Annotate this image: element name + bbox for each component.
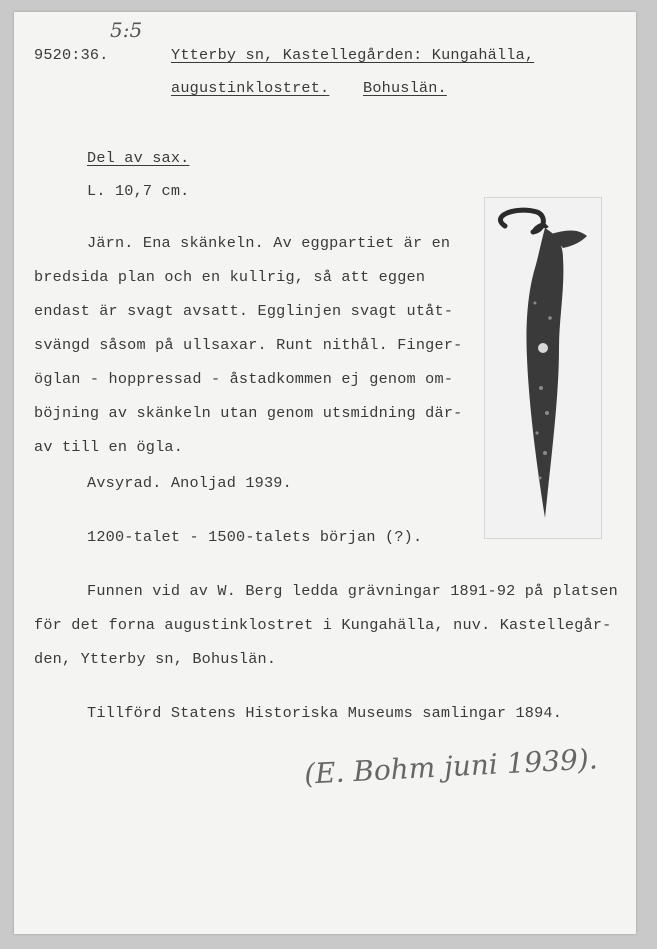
shears-image bbox=[485, 198, 601, 538]
treatment: Avsyrad. Anoljad 1939. bbox=[87, 474, 292, 492]
catalog-number: 9520:36. bbox=[34, 46, 109, 64]
handwritten-signature: (E. Bohm juni 1939). bbox=[303, 742, 599, 791]
object-photo bbox=[484, 197, 602, 539]
description-line-5: öglan - hoppressad - åstadkommen ej genom om- bbox=[34, 370, 454, 388]
description-line-3: endast är svagt avsatt. Egglinjen svagt utåt- bbox=[34, 302, 454, 320]
location-line2: augustinklostret. bbox=[171, 79, 330, 97]
description-line-6: böjning av skänkeln utan genom utsmidning där- bbox=[34, 404, 463, 422]
object-name: Del av sax. bbox=[87, 149, 190, 167]
region: Bohuslän. bbox=[363, 79, 447, 97]
location-line1: Ytterby sn, Kastellegården: Kungahälla, bbox=[171, 46, 535, 64]
accession: Tillförd Statens Historiska Museums samlingar 1894. bbox=[87, 704, 563, 722]
description-line-2: bredsida plan och en kullrig, så att eggen bbox=[34, 268, 426, 286]
description-line-4: svängd såsom på ullsaxar. Runt nithål. Finger- bbox=[34, 336, 463, 354]
find-line-2: för det forna augustinklostret i Kungahälla, nuv. Kastellegår- bbox=[34, 616, 612, 634]
handwritten-number: 5:5 bbox=[110, 18, 143, 42]
dating: 1200-talet - 1500-talets början (?). bbox=[87, 528, 423, 546]
object-length: L. 10,7 cm. bbox=[87, 182, 190, 200]
find-line-1: Funnen vid av W. Berg ledda grävningar 1891-92 på platsen bbox=[87, 582, 618, 600]
find-line-3: den, Ytterby sn, Bohuslän. bbox=[34, 650, 277, 668]
description-line-1: Järn. Ena skänkeln. Av eggpartiet är en bbox=[87, 234, 451, 252]
description-line-7: av till en ögla. bbox=[34, 438, 184, 456]
